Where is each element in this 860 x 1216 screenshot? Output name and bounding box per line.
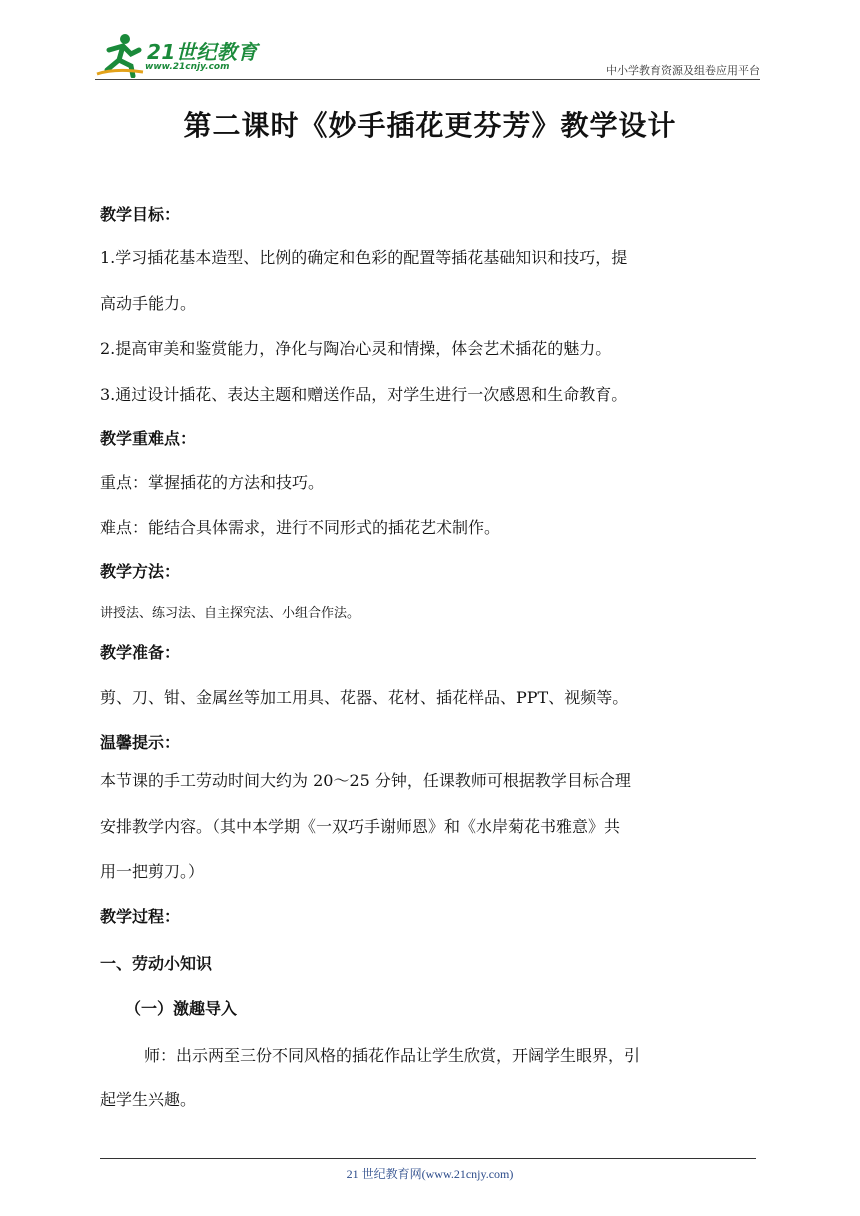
footer-divider [100,1158,756,1159]
logo-text: 21世纪教育 [147,40,258,64]
goal-1-line-2: 高动手能力。 [100,294,197,313]
part-1-heading: 一、劳动小知识 [100,954,213,973]
document-title: 第二课时《妙手插花更芬芳》教学设计 [183,109,677,142]
preparation-heading: 教学准备： [100,643,181,662]
runner-logo-icon [95,30,147,78]
preparation-text: 剪、刀、钳、金属丝等加工用具、花器、花材、插花样品、PPT、视频等。 [100,688,629,707]
logo-url: www.21cnjy.com [145,62,230,72]
goal-2: 2.提高审美和鉴赏能力，净化与陶冶心灵和情操，体会艺术插花的魅力。 [100,339,612,358]
subsection-1-heading: （一）激趣导入 [125,999,238,1018]
header-divider [95,79,760,80]
key-points-heading: 教学重难点： [100,429,197,448]
goal-3: 3.通过设计插花、表达主题和赠送作品，对学生进行一次感恩和生命教育。 [100,385,628,404]
process-heading: 教学过程： [100,907,181,926]
goals-heading: 教学目标： [100,205,181,224]
difficult-point: 难点：能结合具体需求，进行不同形式的插花艺术制作。 [100,518,501,537]
tip-line-1: 本节课的手工劳动时间大约为 20～25 分钟，任课教师可根据教学目标合理 [100,771,631,790]
tip-line-2: 安排教学内容。（其中本学期《一双巧手谢师恩》和《水岸菊花书雅意》共 [100,817,621,836]
methods-heading: 教学方法： [100,562,181,581]
intro-line-1: 师：出示两至三份不同风格的插花作品让学生欣赏，开阔学生眼界，引 [144,1046,641,1065]
page-footer: 21 世纪教育网(www.21cnjy.com) [346,1167,514,1181]
page-header [95,30,760,80]
logo [95,30,265,78]
tip-heading: 温馨提示： [100,733,181,752]
intro-line-2: 起学生兴趣。 [100,1090,197,1109]
methods-text: 讲授法、练习法、自主探究法、小组合作法。 [100,606,361,621]
tip-line-3: 用一把剪刀。） [100,862,205,881]
goal-1-line-1: 1.学习插花基本造型、比例的确定和色彩的配置等插花基础知识和技巧，提 [100,248,628,267]
platform-name: 中小学教育资源及组卷应用平台 [606,64,760,77]
key-point: 重点：掌握插花的方法和技巧。 [100,473,325,492]
